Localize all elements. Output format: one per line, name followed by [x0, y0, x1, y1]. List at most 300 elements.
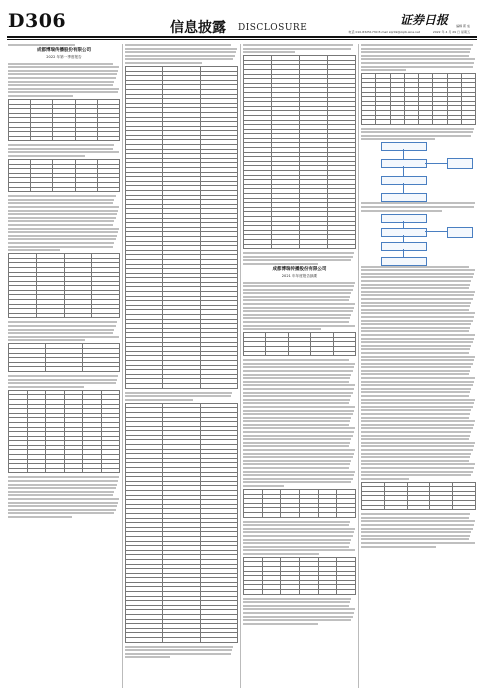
text-line — [361, 435, 470, 437]
text-block — [8, 476, 120, 518]
text-line — [8, 325, 116, 327]
table-cell — [328, 244, 356, 249]
diagram-box — [381, 142, 427, 151]
text-line — [243, 325, 355, 327]
text-line — [361, 402, 474, 404]
text-line — [243, 48, 351, 50]
text-line — [361, 138, 435, 140]
text-line — [361, 62, 474, 64]
table-row — [244, 512, 356, 517]
text-block — [361, 266, 476, 480]
text-line — [361, 373, 469, 375]
table-cell — [97, 187, 119, 192]
text-line — [243, 605, 349, 607]
text-line — [8, 480, 118, 482]
table-cell — [384, 505, 407, 510]
text-line — [8, 224, 113, 226]
table-cell — [27, 468, 46, 473]
text-line — [243, 307, 354, 309]
text-line — [361, 474, 471, 476]
text-line — [8, 249, 60, 251]
text-line — [243, 619, 351, 621]
text-line — [8, 151, 119, 153]
text-block — [8, 321, 120, 341]
text-line — [361, 69, 406, 71]
table-grid — [125, 66, 238, 389]
text-line — [361, 284, 470, 286]
table-cell — [53, 187, 75, 192]
column-2 — [125, 44, 238, 688]
text-line — [243, 445, 349, 447]
diagram-box — [381, 257, 427, 266]
text-line — [243, 438, 351, 440]
data-table — [125, 403, 238, 643]
text-line — [361, 442, 475, 444]
table-cell — [337, 512, 356, 517]
text-line — [361, 524, 474, 526]
text-line — [361, 420, 475, 422]
text-line — [8, 155, 85, 157]
table-cell — [101, 468, 120, 473]
text-line — [8, 339, 85, 341]
text-line — [8, 81, 114, 83]
text-block — [361, 44, 476, 71]
newspaper-logo: 证券日报 — [400, 13, 449, 27]
text-line — [361, 471, 473, 473]
text-line — [361, 478, 409, 480]
diagram-box — [381, 214, 427, 223]
table-grid — [8, 99, 120, 141]
text-line — [361, 287, 469, 289]
text-line — [8, 332, 113, 334]
text-line — [243, 616, 353, 618]
text-line — [361, 427, 473, 429]
diagram-box — [381, 193, 427, 202]
text-line — [243, 413, 353, 415]
shareholding-diagram — [361, 142, 476, 200]
data-table — [125, 66, 238, 389]
text-line — [243, 252, 354, 254]
table-cell — [407, 505, 430, 510]
table-row — [9, 468, 120, 473]
text-line — [8, 202, 113, 204]
diagram-box — [381, 159, 427, 168]
text-line — [361, 58, 475, 60]
text-line — [361, 206, 474, 208]
text-line — [361, 520, 475, 522]
text-line — [243, 292, 351, 294]
diagram-box — [447, 227, 473, 238]
text-line — [361, 363, 473, 365]
text-line — [361, 538, 469, 540]
column-divider — [240, 44, 241, 688]
text-line — [243, 608, 355, 610]
column-divider — [358, 44, 359, 688]
text-line — [361, 542, 475, 544]
text-block — [8, 195, 120, 251]
table-cell — [461, 120, 475, 125]
data-table — [8, 99, 120, 141]
table-row — [362, 120, 476, 125]
text-line — [243, 296, 350, 298]
table-cell — [337, 590, 356, 595]
table-cell — [75, 187, 97, 192]
data-table — [243, 489, 356, 518]
page-number: D306 — [8, 10, 67, 32]
text-line — [125, 392, 232, 394]
table-cell — [9, 187, 31, 192]
table-row — [9, 313, 120, 318]
text-line — [8, 329, 114, 331]
text-line — [8, 509, 116, 511]
text-line — [361, 377, 475, 379]
table-row — [9, 367, 120, 372]
text-line — [243, 427, 355, 429]
text-line — [243, 485, 284, 487]
text-line — [243, 546, 349, 548]
text-line — [361, 291, 475, 293]
text-line — [8, 246, 113, 248]
diagram-connector — [403, 235, 404, 242]
diagram-connector — [403, 183, 404, 193]
table-cell — [453, 505, 476, 510]
text-line — [8, 375, 118, 377]
table-cell — [36, 313, 64, 318]
table-cell — [75, 136, 97, 141]
text-line — [361, 66, 473, 68]
table-grid — [125, 403, 238, 643]
text-line — [243, 431, 354, 433]
table-cell — [433, 120, 447, 125]
table-cell — [9, 468, 28, 473]
diagram-box — [381, 228, 427, 237]
table-cell — [419, 120, 433, 125]
table-cell — [9, 136, 31, 141]
text-line — [243, 259, 351, 261]
text-line — [8, 144, 114, 146]
table-cell — [244, 512, 263, 517]
section-title-en: DISCLOSURE — [238, 23, 308, 33]
text-line — [361, 381, 474, 383]
text-block — [125, 646, 238, 659]
text-line — [243, 256, 353, 258]
text-line — [361, 316, 474, 318]
table-grid — [361, 482, 476, 511]
text-line — [243, 420, 350, 422]
column-1 — [8, 44, 120, 688]
text-line — [361, 312, 475, 314]
table-cell — [333, 351, 355, 356]
data-table — [8, 343, 120, 372]
text-line — [243, 328, 321, 330]
text-line — [361, 438, 469, 440]
table-row — [244, 244, 356, 249]
text-line — [8, 476, 119, 478]
text-line — [8, 228, 119, 230]
text-block — [243, 598, 356, 625]
text-line — [361, 44, 473, 46]
text-line — [361, 513, 470, 515]
text-line — [361, 463, 475, 465]
text-line — [361, 202, 475, 204]
text-line — [361, 431, 471, 433]
text-line — [361, 345, 471, 347]
text-line — [8, 235, 117, 237]
text-line — [243, 417, 351, 419]
text-line — [243, 377, 350, 379]
text-line — [361, 51, 470, 53]
text-line — [361, 269, 475, 271]
text-line — [243, 449, 355, 451]
text-line — [243, 388, 354, 390]
data-table — [243, 55, 356, 249]
text-line — [125, 656, 170, 658]
text-line — [8, 220, 114, 222]
text-line — [243, 263, 318, 265]
text-line — [361, 384, 473, 386]
text-line — [243, 359, 349, 361]
text-line — [243, 410, 354, 412]
text-line — [125, 55, 235, 57]
table-cell — [9, 367, 46, 372]
text-line — [8, 195, 116, 197]
text-line — [243, 474, 354, 476]
text-line — [243, 524, 349, 526]
text-line — [361, 135, 471, 137]
table-cell — [430, 505, 453, 510]
table-cell — [318, 590, 337, 595]
table-grid — [8, 343, 120, 372]
text-line — [361, 273, 474, 275]
text-block — [8, 144, 120, 157]
text-block — [361, 513, 476, 547]
table-cell — [244, 590, 263, 595]
table-cell — [83, 468, 102, 473]
text-line — [8, 242, 114, 244]
text-line — [8, 505, 117, 507]
text-line — [361, 388, 471, 390]
text-line — [8, 213, 117, 215]
text-line — [361, 409, 471, 411]
text-line — [8, 336, 119, 338]
text-line — [361, 517, 469, 519]
text-line — [361, 276, 473, 278]
text-block — [243, 282, 356, 331]
table-cell — [272, 244, 300, 249]
text-line — [361, 528, 473, 530]
text-line — [8, 487, 116, 489]
table-cell — [281, 512, 300, 517]
table-row — [9, 187, 120, 192]
masthead-rule-thick — [7, 36, 477, 38]
text-line — [361, 334, 475, 336]
data-table — [8, 253, 120, 318]
table-grid — [243, 489, 356, 518]
table-cell — [64, 468, 83, 473]
text-line — [243, 370, 353, 372]
diagram-connector — [425, 163, 447, 164]
table-cell — [126, 383, 163, 388]
text-line — [361, 467, 474, 469]
text-line — [361, 352, 469, 354]
table-cell — [288, 351, 310, 356]
diagram-connector — [403, 166, 404, 176]
text-line — [8, 379, 117, 381]
notice-company: 成都博瑞传播股份有限公司 — [272, 266, 327, 272]
text-line — [243, 363, 355, 365]
text-line — [361, 338, 474, 340]
text-line — [243, 381, 349, 383]
notice-company: 成都博瑞传播股份有限公司 — [37, 48, 91, 53]
table-cell — [83, 367, 120, 372]
text-line — [125, 653, 231, 655]
text-line — [8, 238, 116, 240]
text-line — [361, 406, 473, 408]
text-line — [125, 395, 231, 397]
table-cell — [31, 187, 53, 192]
text-line — [361, 320, 473, 322]
text-line — [243, 553, 319, 555]
text-block — [243, 359, 356, 487]
text-line — [361, 280, 471, 282]
table-cell — [244, 244, 272, 249]
text-line — [8, 77, 116, 79]
diagram-connector — [425, 231, 447, 232]
table-grid — [361, 73, 476, 125]
data-table — [8, 390, 120, 474]
text-line — [8, 148, 113, 150]
data-table — [361, 73, 476, 125]
table-cell — [92, 313, 120, 318]
table-cell — [53, 136, 75, 141]
text-line — [8, 95, 73, 97]
text-line — [8, 502, 118, 504]
diagram-box — [381, 242, 427, 251]
text-line — [8, 494, 113, 496]
table-cell — [126, 638, 163, 643]
text-line — [361, 366, 471, 368]
text-line — [361, 391, 470, 393]
text-line — [243, 601, 350, 603]
text-line — [361, 417, 469, 419]
text-line — [8, 491, 114, 493]
table-cell — [299, 512, 318, 517]
table-cell — [46, 468, 65, 473]
text-line — [8, 217, 116, 219]
text-line — [361, 535, 470, 537]
text-line — [361, 445, 474, 447]
text-line — [243, 399, 350, 401]
table-cell — [390, 120, 404, 125]
text-line — [361, 531, 471, 533]
text-block — [361, 128, 476, 141]
shareholding-diagram — [361, 214, 476, 264]
data-table — [243, 332, 356, 356]
table-cell — [64, 313, 92, 318]
text-line — [243, 542, 350, 544]
text-line — [243, 321, 349, 323]
text-line — [361, 460, 469, 462]
text-line — [243, 463, 350, 465]
column-3 — [243, 44, 356, 688]
table-row — [244, 590, 356, 595]
diagram-box — [447, 158, 473, 169]
table-cell — [404, 120, 418, 125]
table-cell — [447, 120, 461, 125]
masthead-rule-thin — [7, 39, 477, 40]
text-line — [8, 498, 119, 500]
text-line — [8, 84, 113, 86]
text-line — [361, 266, 469, 268]
text-line — [243, 481, 351, 483]
text-line — [125, 649, 232, 651]
text-line — [361, 305, 470, 307]
table-row — [362, 505, 476, 510]
text-line — [361, 128, 474, 130]
text-line — [8, 88, 119, 90]
masthead — [0, 0, 484, 36]
table-cell — [163, 383, 200, 388]
table-row — [244, 351, 356, 356]
text-line — [8, 512, 114, 514]
text-line — [8, 386, 84, 388]
table-cell — [318, 512, 337, 517]
text-block — [8, 375, 120, 388]
text-line — [243, 285, 354, 287]
text-line — [8, 44, 75, 46]
text-line — [361, 546, 436, 548]
text-line — [8, 231, 118, 233]
text-line — [8, 206, 119, 208]
text-line — [243, 528, 355, 530]
text-line — [243, 395, 351, 397]
table-cell — [300, 244, 328, 249]
text-line — [8, 484, 117, 486]
text-line — [243, 471, 355, 473]
text-line — [243, 467, 349, 469]
text-line — [361, 131, 473, 133]
text-line — [8, 91, 118, 93]
text-line — [125, 646, 233, 648]
table-row — [126, 638, 238, 643]
diagram-connector — [403, 221, 404, 228]
text-line — [243, 392, 353, 394]
table-grid — [8, 159, 120, 192]
table-cell — [362, 505, 385, 510]
text-line — [243, 384, 355, 386]
text-line — [8, 73, 117, 75]
table-cell — [281, 590, 300, 595]
text-line — [8, 516, 72, 518]
text-line — [243, 549, 355, 551]
table-grid — [243, 55, 356, 249]
table-cell — [262, 512, 281, 517]
table-grid — [243, 557, 356, 595]
text-line — [243, 442, 350, 444]
table-grid — [243, 332, 356, 356]
text-line — [243, 366, 354, 368]
text-line — [243, 478, 353, 480]
text-line — [125, 44, 231, 46]
text-line — [243, 535, 353, 537]
text-line — [243, 402, 349, 404]
table-cell — [97, 136, 119, 141]
text-line — [361, 413, 470, 415]
text-line — [243, 289, 353, 291]
text-line — [8, 66, 119, 68]
text-line — [243, 460, 351, 462]
table-cell — [376, 120, 390, 125]
